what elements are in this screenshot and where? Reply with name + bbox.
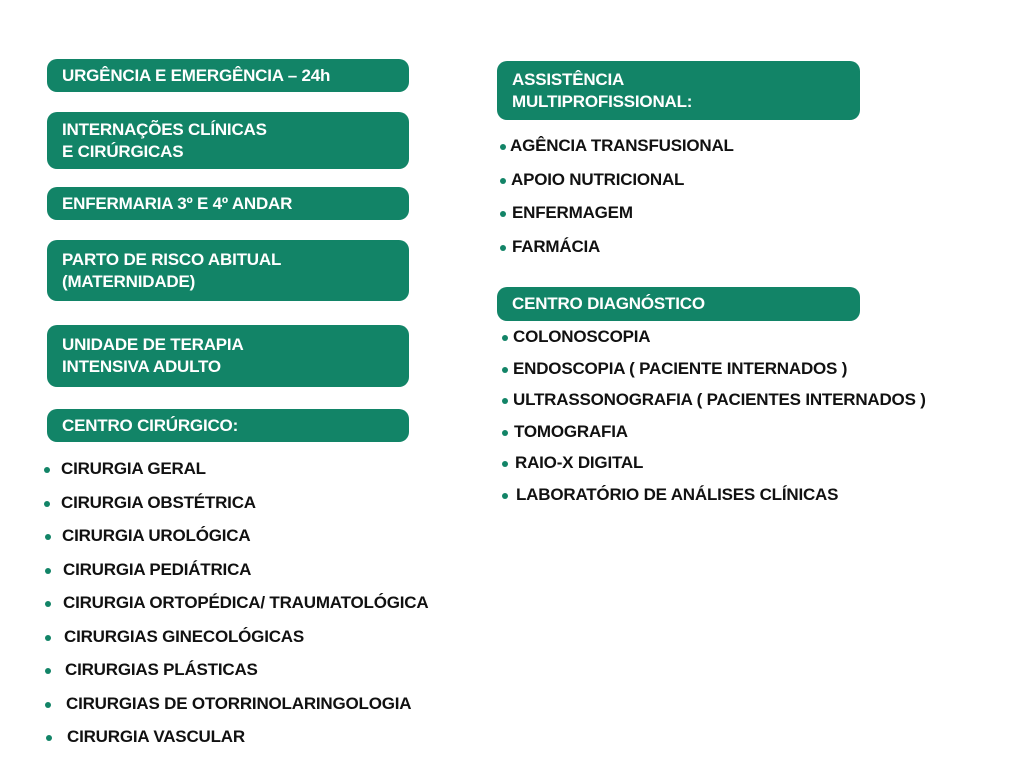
list-item	[500, 134, 734, 168]
bullet-icon	[502, 493, 508, 499]
section-header-label: (MATERNIDADE)	[62, 271, 196, 291]
list-item	[44, 591, 428, 625]
list-item-label: CIRURGIA VASCULAR	[67, 727, 245, 746]
list-item	[502, 357, 926, 389]
bullet-icon	[502, 335, 508, 341]
list-item-label: RAIO-X DIGITAL	[515, 453, 644, 473]
bullet-icon	[502, 367, 508, 373]
section-header-maternity	[47, 240, 409, 301]
bullet-icon	[45, 534, 51, 540]
section-header-icu	[47, 325, 409, 387]
section-header-label: MULTIPROFISSIONAL:	[512, 91, 693, 111]
list-item	[502, 388, 926, 420]
section-header-label: ENFERMARIA 3º E 4º ANDAR	[62, 193, 293, 213]
list-item-label: ENDOSCOPIA ( PACIENTE INTERNADOS )	[513, 358, 848, 378]
list-item	[44, 524, 428, 558]
list-item-label: CIRURGIA GERAL	[61, 459, 206, 478]
list-item	[44, 625, 428, 659]
list-item-label: TOMOGRAFIA	[514, 421, 628, 441]
list-item-label: CIRURGIAS PLÁSTICAS	[65, 660, 258, 679]
list-item	[502, 451, 926, 483]
list-item-label: LABORATÓRIO DE ANÁLISES CLÍNICAS	[516, 484, 839, 504]
list-item	[44, 725, 428, 759]
list-item-label: ULTRASSONOGRAFIA ( PACIENTES INTERNADOS )	[513, 390, 926, 410]
list-item-label: APOIO NUTRICIONAL	[511, 169, 685, 189]
list-item	[44, 692, 428, 726]
section-header-emergency	[47, 59, 409, 92]
list-item	[500, 201, 734, 235]
list-item-label: COLONOSCOPIA	[513, 327, 651, 346]
section-header-label: CENTRO DIAGNÓSTICO	[512, 294, 705, 313]
diagnostic-list	[502, 325, 926, 515]
section-header-diagnostic	[497, 287, 860, 321]
section-header-hospitalization	[47, 112, 409, 169]
bullet-icon	[500, 178, 506, 184]
bullet-icon	[44, 467, 50, 473]
bullet-icon	[45, 702, 51, 708]
section-header-label: URGÊNCIA E EMERGÊNCIA – 24h	[62, 65, 331, 85]
list-item	[44, 491, 428, 525]
bullet-icon	[502, 461, 508, 467]
section-header-label: ASSISTÊNCIA	[512, 69, 625, 89]
list-item-label: CIRURGIAS GINECOLÓGICAS	[64, 626, 305, 646]
list-item	[500, 235, 734, 269]
section-header-surgical-center	[47, 409, 409, 442]
list-item	[500, 168, 734, 202]
bullet-icon	[46, 735, 52, 741]
list-item-label: CIRURGIA OBSTÉTRICA	[61, 492, 256, 512]
bullet-icon	[500, 144, 506, 150]
list-item-label: ENFERMAGEM	[512, 203, 633, 222]
list-item	[502, 325, 926, 357]
surgery-list	[44, 457, 428, 759]
section-header-label: E CIRÚRGICAS	[62, 141, 184, 161]
bullet-icon	[45, 635, 51, 641]
section-header-label: PARTO DE RISCO ABITUAL	[62, 249, 282, 269]
list-item	[44, 558, 428, 592]
list-item-label: AGÊNCIA TRANSFUSIONAL	[510, 136, 734, 155]
list-item	[44, 658, 428, 692]
bullet-icon	[502, 398, 508, 404]
section-header-label: INTERNAÇÕES CLÍNICAS	[62, 119, 267, 139]
section-header-label: UNIDADE DE TERAPIA	[62, 335, 244, 354]
bullet-icon	[44, 501, 50, 507]
section-header-ward	[47, 187, 409, 220]
list-item	[502, 483, 926, 515]
bullet-icon	[45, 668, 51, 674]
bullet-icon	[45, 568, 51, 574]
list-item-label: CIRURGIA ORTOPÉDICA/ TRAUMATOLÓGICA	[63, 593, 429, 612]
list-item-label: CIRURGIA PEDIÁTRICA	[63, 559, 252, 579]
list-item-label: CIRURGIAS DE OTORRINOLARINGOLOGIA	[66, 693, 412, 713]
bullet-icon	[500, 211, 506, 217]
assistance-list	[500, 134, 734, 268]
list-item-label: FARMÁCIA	[512, 236, 601, 256]
section-header-assistance	[497, 61, 860, 120]
list-item	[44, 457, 428, 491]
bullet-icon	[502, 430, 508, 436]
section-header-label: INTENSIVA ADULTO	[62, 357, 221, 376]
bullet-icon	[500, 245, 506, 251]
section-header-label: CENTRO CIRÚRGICO:	[62, 415, 239, 435]
bullet-icon	[45, 601, 51, 607]
list-item-label: CIRURGIA UROLÓGICA	[62, 526, 251, 545]
list-item	[502, 420, 926, 452]
